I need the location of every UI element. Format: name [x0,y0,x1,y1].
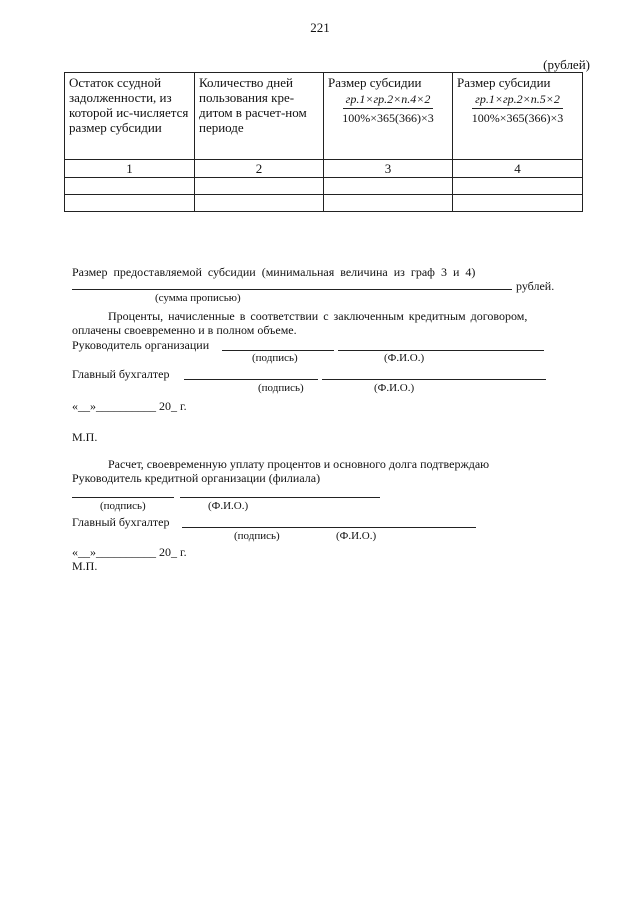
seal-placeholder: М.П. [72,559,98,573]
column-number: 1 [65,160,195,178]
signature-caption: (подпись) [100,500,146,512]
seal-placeholder: М.П. [72,430,98,444]
header-subsidy-b [453,73,583,160]
header-subsidy-a-label: Размер субсидии [328,75,422,90]
table-cell[interactable] [195,178,324,195]
head-of-organization-label: Руководитель организации [72,338,210,352]
bank-head-label: Руководитель кредитной организации (филиала) [72,471,321,485]
table-cell[interactable] [324,178,453,195]
table-row [65,178,583,195]
full-name-caption: (Ф.И.О.) [384,352,425,364]
date-field[interactable]: «__»__________ 20_ г. [72,545,187,559]
head-signature-field[interactable] [222,339,334,351]
table-cell[interactable] [324,195,453,212]
accountant-signature-field[interactable] [184,368,318,380]
table-cell[interactable] [453,195,583,212]
full-name-caption: (Ф.И.О.) [336,530,377,542]
bank-head-name-field[interactable] [180,486,380,498]
bank-accountant-field[interactable] [182,516,476,528]
table-cell[interactable] [65,178,195,195]
formula-b [457,91,578,126]
formula-a-numerator: гр.1×гр.2×п.4×2 [343,92,434,109]
date-field[interactable]: «__»__________ 20_ г. [72,399,187,413]
full-name-caption: (Ф.И.О.) [374,382,415,394]
unit-label: (рублей) [543,57,590,72]
interest-paragraph-line-1: Проценты, начисленные в соответствии с заключенным кредитным договором, [108,309,528,323]
bank-head-signature-field[interactable] [72,486,174,498]
signature-caption: (подпись) [252,352,298,364]
column-number: 2 [195,160,324,178]
table-cell[interactable] [65,195,195,212]
chief-accountant-label: Главный бухгалтер [72,367,170,381]
chief-accountant-label: Главный бухгалтер [72,515,170,529]
subsidy-size-label: Размер предоставляемой субсидии (минимальная величина из граф 3 и 4) [72,265,476,279]
table-header-row [65,73,583,160]
confirmation-paragraph: Расчет, своевременную уплату процентов и основного долга подтверждаю [108,457,490,471]
subsidy-calculation-table [64,72,583,212]
table-cell[interactable] [453,178,583,195]
rubles-label: рублей. [516,279,555,293]
header-credit-days: Количество дней пользования кре-дитом в расчет-ном периоде [195,73,324,160]
formula-a-denominator: 100%×365(366)×3 [342,111,434,125]
head-name-field[interactable] [338,339,544,351]
header-subsidy-a [324,73,453,160]
formula-b-numerator: гр.1×гр.2×п.5×2 [472,92,563,109]
subsidy-amount-field[interactable] [72,278,512,290]
column-number-row [65,160,583,178]
header-subsidy-b-label: Размер субсидии [457,75,551,90]
table-cell[interactable] [195,195,324,212]
page-number: 221 [310,20,330,35]
header-loan-balance: Остаток ссудной задолженности, из которой ис-числяется размер субсидии [65,73,195,160]
formula-b-denominator: 100%×365(366)×3 [471,111,564,125]
signature-caption: (подпись) [234,530,280,542]
column-number: 3 [324,160,453,178]
column-number: 4 [453,160,583,178]
full-name-caption: (Ф.И.О.) [208,500,249,512]
table-row [65,195,583,212]
formula-a [328,91,448,126]
amount-in-words-caption: (сумма прописью) [155,292,241,304]
accountant-name-field[interactable] [322,368,546,380]
signature-caption: (подпись) [258,382,304,394]
interest-paragraph-line-2: оплачены своевременно и в полном объеме. [72,323,297,337]
